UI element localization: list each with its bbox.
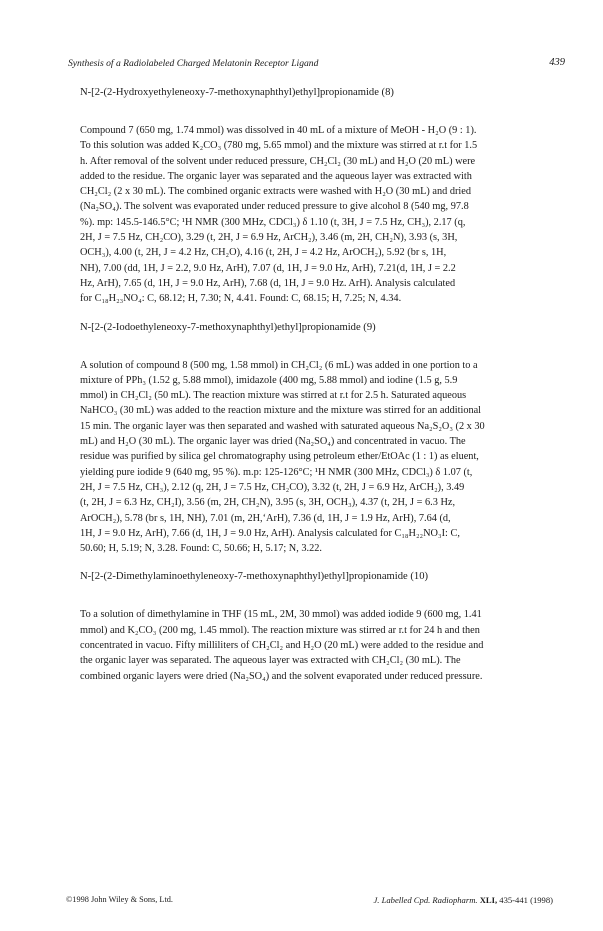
paragraph-line: OCH₃), 4.00 (t, 2H, J = 4.2 Hz, CH₂O), 4.16 (t, 2H, J = 4.2 Hz, ArOCH₂), 5.92 (br s, 1H, xyxy=(80,247,447,259)
section-heading-compound-8: N-[2-(2-Hydroxyethyleneoxy-7-methoxynaphthyl)ethyl]propionamide (8) xyxy=(80,87,394,98)
paragraph-line: concentrated in vacuo. Fifty milliliters of CH₂Cl₂ and H₂O (20 mL) were added to the residue and xyxy=(80,640,484,652)
paragraph-compound-9 xyxy=(80,358,570,557)
paragraph-line: To this solution was added K₂CO₃ (780 mg, 5.65 mmol) and the mixture was stirred at r.t for 1.5 xyxy=(80,140,478,152)
paragraph-line: mixture of PPh₃ (1.52 g, 5.88 mmol), imidazole (400 mg, 5.88 mmol) and iodine (1.5 g, 5.9 xyxy=(80,374,458,386)
paragraph-line: To a solution of dimethylamine in THF (15 mL, 2M, 30 mmol) was added iodide 9 (600 mg, 1.41 xyxy=(80,609,482,621)
section-heading-compound-9: N-[2-(2-Iodoethyleneoxy-7-methoxynaphthyl)ethyl]propionamide (9) xyxy=(80,321,376,333)
page-number: 439 xyxy=(549,57,565,68)
paragraph-line: 1H, J = 9.0 Hz, ArH), 7.66 (d, 1H, J = 9.0 Hz, ArH). Analysis calculated for C₁₈H₂₂NO₃I: C, xyxy=(80,527,460,539)
paragraph-line: NaHCO₃ (30 mL) was added to the reaction mixture and the mixture was stirred for an additional xyxy=(80,405,482,417)
section-heading-compound-10: N-[2-(2-Dimethylaminoethyleneoxy-7-methoxynaphthyl)ethyl]propionamide (10) xyxy=(80,571,429,583)
paragraph-line: Compound 7 (650 mg, 1.74 mmol) was dissolved in 40 mL of a mixture of MeOH - H₂O (9 : 1). xyxy=(80,125,477,136)
paragraph-line: added to the residue. The organic layer was separated and the aqueous layer was extracted with xyxy=(80,170,472,182)
paragraph-line: yielding pure iodide 9 (640 mg, 95 %). m.p: 125-126°C; ¹H NMR (300 MHz, CDCl₃) δ 1.07 (t, xyxy=(80,466,473,478)
paragraph-compound-8 xyxy=(80,123,570,307)
paragraph-line: A solution of compound 8 (500 mg, 1.58 mmol) in CH₂Cl₂ (6 mL) was added in one portion to a xyxy=(80,359,478,371)
paragraph-line: (t, 2H, J = 6.3 Hz, CH₂I), 3.56 (m, 2H, CH₂N), 3.95 (s, 3H, OCH₃), 4.37 (t, 2H, J = 6.3 Hz, xyxy=(80,497,456,509)
paragraph-line: ArOCH₂), 5.78 (br s, 1H, NH), 7.01 (m, 2H,‘ArH), 7.36 (d, 1H, J = 1.9 Hz, ArH), 7.64 (d, xyxy=(80,512,451,524)
paragraph-line: residue was purified by silica gel chromatography using petroleum ether/EtOAc (1 : 1) as eluent, xyxy=(80,451,479,463)
running-head: Synthesis of a Radiolabeled Charged Melatonin Receptor Ligand xyxy=(68,58,319,69)
footer-copyright: ©1998 John Wiley & Sons, Ltd. xyxy=(66,895,173,904)
paragraph-line: %). mp: 145.5-146.5°C; ¹H NMR (300 MHz, CDCl₃) δ 1.10 (t, 3H, J = 7.5 Hz, CH₃), 2.17 (q, xyxy=(80,216,466,228)
paragraph-line: 2H, J = 7.5 Hz, CH₂CO), 3.29 (t, 2H, J = 6.9 Hz, ArCH₂), 3.46 (m, 2H, CH₂N), 3.93 (s, 3H, xyxy=(80,232,458,244)
paragraph-line: 2H, J = 7.5 Hz, CH₃), 2.12 (q, 2H, J = 7.5 Hz, CH₂CO), 3.32 (t, 2H, J = 6.9 Hz, ArCH₂), 3.49 xyxy=(80,481,465,493)
paragraph-line: for C₁₈H₂₃NO₄: C, 68.12; H, 7.30; N, 4.41. Found: C, 68.15; H, 7.25; N, 4.34. xyxy=(80,293,402,305)
footer-pages: 435-441 (1998) xyxy=(497,895,553,905)
paragraph-line: (Na₂SO₄). The solvent was evaporated under reduced pressure to give alcohol 8 (540 mg, 97.8 xyxy=(80,201,469,213)
paragraph-line: the organic layer was separated. The aqueous layer was extracted with CH₂Cl₂ (30 mL). The xyxy=(80,655,461,667)
paragraph-line: Hz, ArH), 7.65 (d, 1H, J = 9.0 Hz, ArH), 7.68 (d, 1H, J = 9.0 Hz. ArH). Analysis calculated xyxy=(80,277,456,289)
paragraph-line: mmol) and K₂CO₃ (200 mg, 1.45 mmol). The reaction mixture was stirred ar r.t for 24 h and then xyxy=(80,624,480,636)
paragraph-line: NH), 7.00 (dd, 1H, J = 2.2, 9.0 Hz, ArH), 7.07 (d, 1H, J = 9.0 Hz, ArH), 7.21(d, 1H, J = 2.2 xyxy=(80,262,456,274)
paragraph-line: mmol) in CH₂Cl₂ (50 mL). The reaction mixture was stirred at r.t for 2.5 h. Saturated aqueous xyxy=(80,390,467,402)
paragraph-line: 15 min. The organic layer was then separated and washed with saturated aqueous Na₂S₂O₃ (2 x 30 xyxy=(80,420,485,432)
paragraph-compound-10 xyxy=(80,607,570,683)
paragraph-line: 50.60; H, 5.19; N, 3.28. Found: C, 50.66; H, 5.17; N, 3.22. xyxy=(80,543,322,555)
footer-volume: XLI, xyxy=(479,895,498,905)
paragraph-line: h. After removal of the solvent under reduced pressure, CH₂Cl₂ (30 mL) and H₂O (20 mL) were xyxy=(80,155,476,167)
page-body xyxy=(80,86,570,684)
paragraph-line: combined organic layers were dried (Na₂SO₄) and the solvent evaporated under reduced pressure. xyxy=(80,670,483,682)
paragraph-line: CH₂Cl₂ (2 x 30 mL). The combined organic extracts were washed with H₂O (30 mL) and dried xyxy=(80,186,471,198)
paragraph-line: mL) and H₂O (30 mL). The organic layer was dried (Na₂SO₄) and concentrated in vacuo. The xyxy=(80,436,466,448)
footer-citation xyxy=(373,895,553,905)
footer-journal: J. Labelled Cpd. Radiopharm. xyxy=(373,895,478,905)
